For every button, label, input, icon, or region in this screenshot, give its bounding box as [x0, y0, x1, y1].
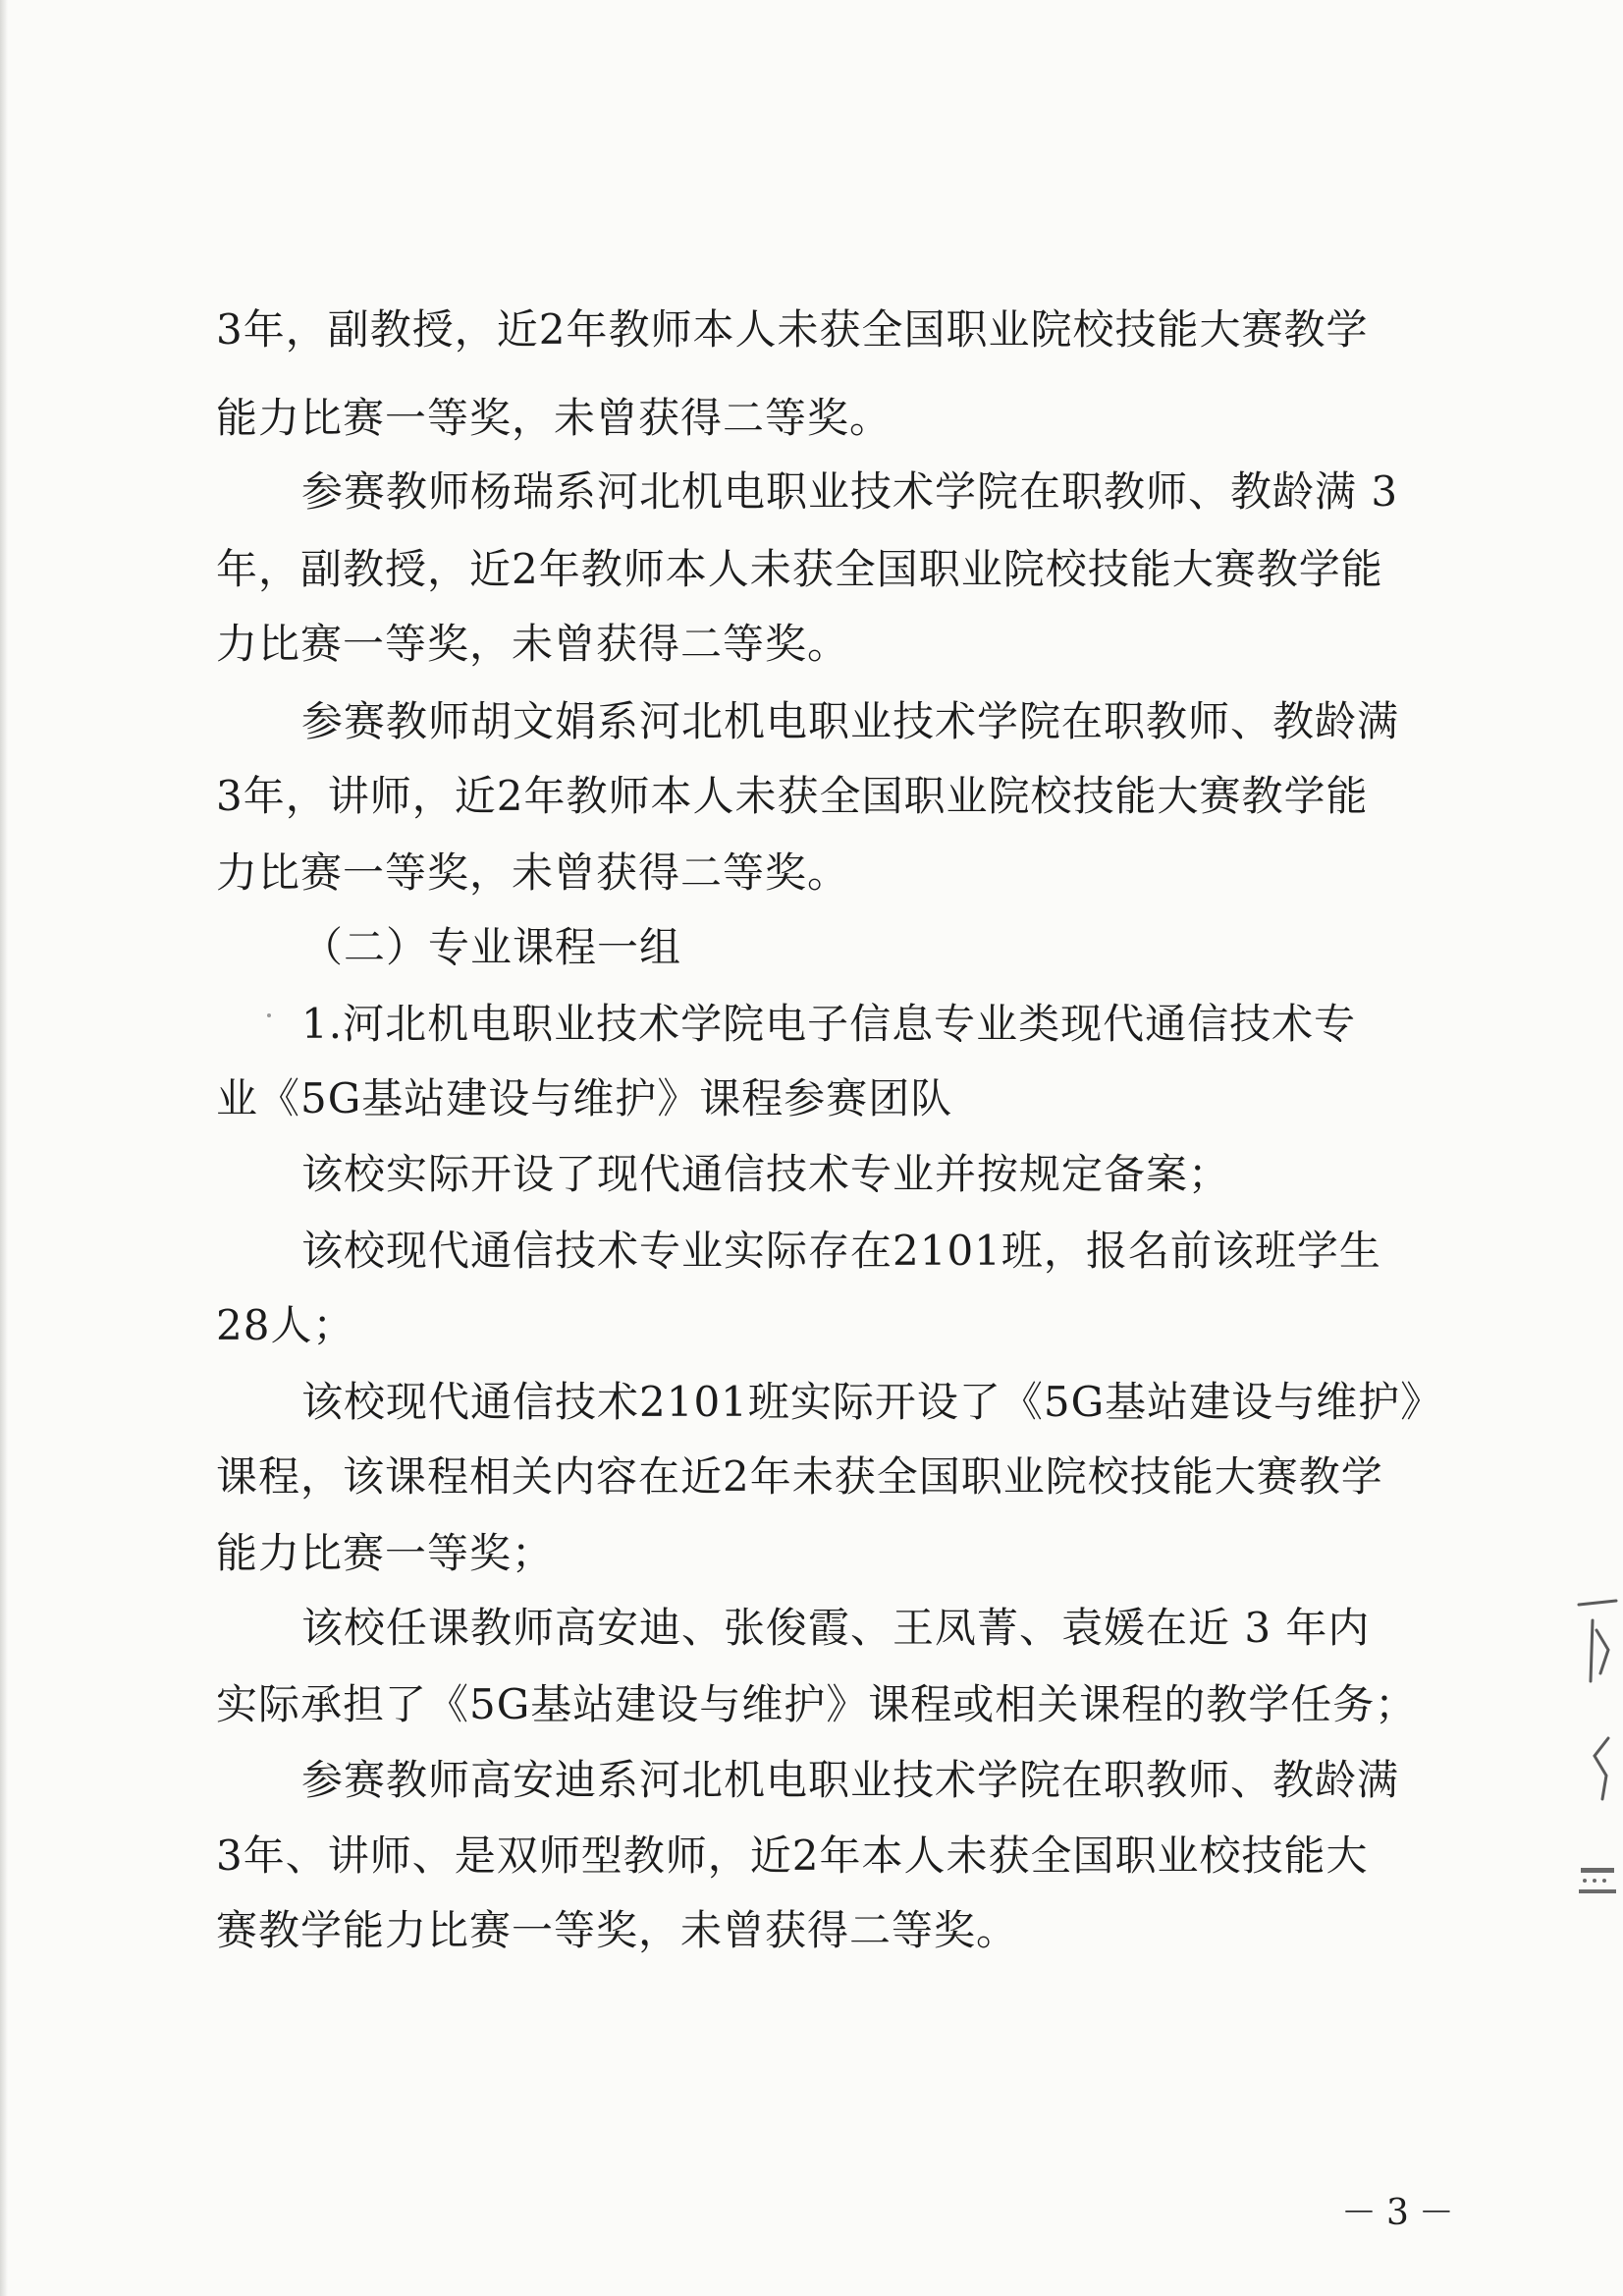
body-line-12: 该校实际开设了现代通信技术专业并按规定备案；: [301, 1150, 1231, 1198]
body-line-19: 实际承担了《5G基站建设与维护》课程或相关课程的教学任务；: [216, 1680, 1418, 1728]
body-line-8: 力比赛一等奖，未曾获得二等奖。: [216, 848, 850, 897]
body-line-1: 3年，副教授，近2年教师本人未获全国职业院校技能大赛教学: [216, 305, 1369, 354]
body-line-7: 3年，讲师，近2年教师本人未获全国职业院校技能大赛教学能: [216, 772, 1369, 820]
body-line-22: 赛教学能力比赛一等奖，未曾获得二等奖。: [216, 1906, 1019, 1954]
body-line-11: 业《5G基站建设与维护》课程参赛团队: [216, 1074, 953, 1122]
section-heading: （二）专业课程一组: [301, 923, 682, 971]
body-line-2: 能力比赛一等奖，未曾获得二等奖。: [216, 394, 893, 442]
body-line-13: 该校现代通信技术专业实际存在2101班，报名前该班学生: [301, 1227, 1381, 1275]
body-line-17: 能力比赛一等奖；: [216, 1529, 555, 1577]
body-line-10: 1.河北机电职业技术学院电子信息专业类现代通信技术专: [301, 1000, 1357, 1048]
body-line-18: 该校任课教师高安迪、张俊霞、王凤菁、袁媛在近 3 年内: [301, 1604, 1371, 1652]
page-number: －3－: [1341, 2193, 1464, 2233]
binding-edge-marks: [1573, 1591, 1620, 1925]
body-line-20: 参赛教师高安迪系河北机电职业技术学院在职教师、教龄满: [301, 1756, 1400, 1804]
body-line-14: 28人；: [216, 1301, 355, 1349]
body-line-21: 3年、讲师、是双师型教师，近2年本人未获全国职业校技能大: [216, 1831, 1369, 1880]
body-line-6: 参赛教师胡文娟系河北机电职业技术学院在职教师、教龄满: [301, 697, 1400, 745]
body-line-5: 力比赛一等奖，未曾获得二等奖。: [216, 620, 850, 668]
body-line-3: 参赛教师杨瑞系河北机电职业技术学院在职教师、教龄满 3: [301, 467, 1399, 516]
body-line-16: 课程，该课程相关内容在近2年未获全国职业院校技能大赛教学: [216, 1452, 1383, 1501]
body-line-4: 年，副教授，近2年教师本人未获全国职业院校技能大赛教学能: [216, 545, 1383, 593]
scan-speck: [267, 1013, 271, 1017]
scan-edge: [0, 0, 8, 2296]
body-line-15: 该校现代通信技术2101班实际开设了《5G基站建设与维护》: [301, 1378, 1443, 1426]
